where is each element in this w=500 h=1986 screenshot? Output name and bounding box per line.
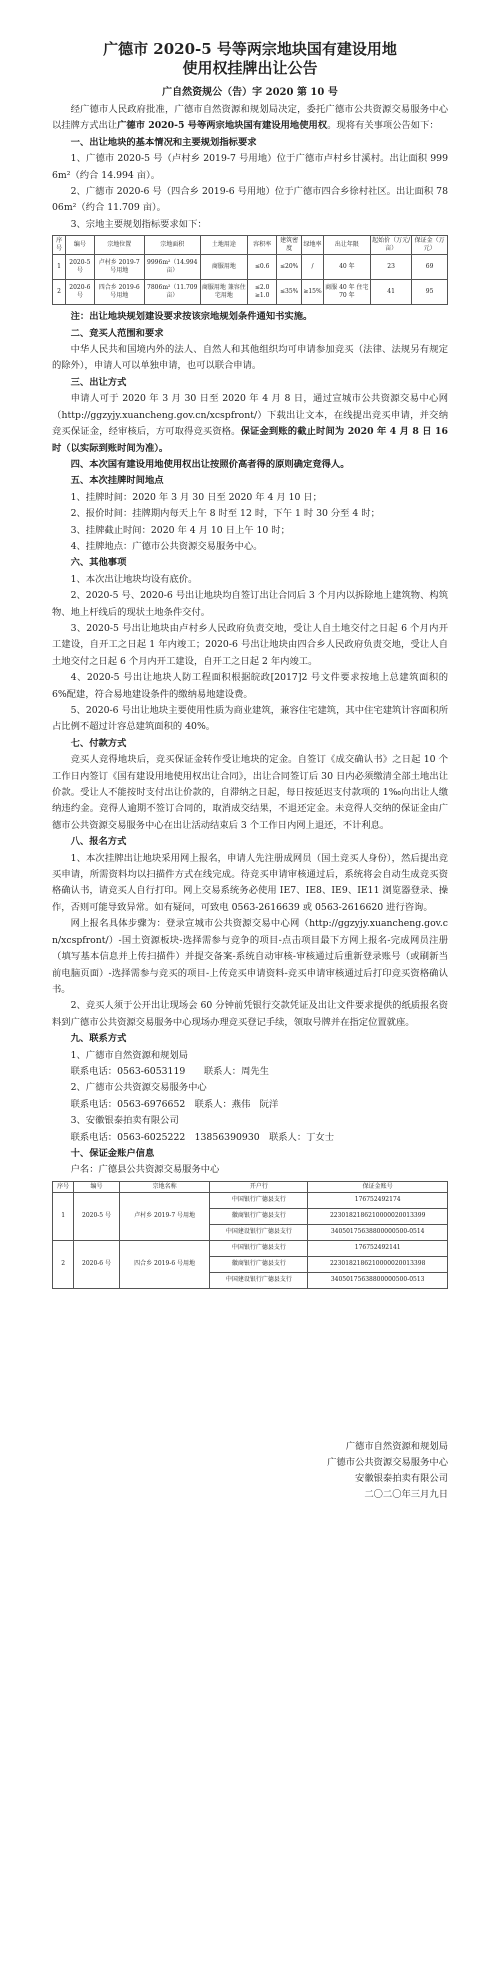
parcel-cell: 23	[370, 255, 411, 280]
parcel-header-cell: 起始价（万元/亩）	[370, 236, 411, 255]
parcel-header-cell: 绿地率	[302, 236, 323, 255]
section-1-item-3: 3、宗地主要规划指标要求如下：	[70, 218, 207, 230]
sign-date: 二〇二〇年三月九日	[364, 1488, 448, 1500]
account-group-code: 2020-6 号	[74, 1240, 119, 1288]
parcel-cell: 95	[412, 280, 448, 305]
contact-info-1: 联系电话：0563-6053119 联系人：周先生	[70, 1065, 269, 1077]
section-6-item-1: 1、本次出让地块均设有底价。	[70, 573, 198, 585]
section-3-text	[52, 391, 448, 457]
document-number: 广自然资规公（告）字 2020 第 10 号	[162, 87, 338, 98]
section-4-heading: 四、本次国有建设用地使用权出让按照价高者得的原则确定竞得人。	[70, 458, 350, 470]
signer-3: 安徽银泰拍卖有限公司	[355, 1472, 448, 1484]
table-row	[53, 1192, 448, 1208]
section-6-item-5: 5、2020-6 号出让地块主要使用性质为商业建筑，兼容住宅建筑，其中住宅建筑计容面积所占比例不超过计容总建筑面积的 40%。	[52, 705, 448, 733]
parcel-cell: 7806m²（11.709 亩）	[144, 280, 200, 305]
bank-name-cell: 中国银行广德县支行	[210, 1192, 308, 1208]
account-header-cell: 序号	[53, 1181, 74, 1192]
page-title	[52, 40, 448, 78]
section-1-item-1: 1、广德市 2020-5 号（卢村乡 2019-7 号用地）位于广德市卢村乡甘溪村。出让面积 9996m²（约合 14.994 亩）。	[52, 153, 448, 181]
bank-name-cell: 徽商银行广德县支行	[210, 1208, 308, 1224]
parcel-header-cell: 保证金（万元）	[412, 236, 448, 255]
section-3-heading: 三、出让方式	[70, 376, 127, 388]
intro-paragraph	[52, 102, 448, 135]
parcel-cell: 69	[412, 255, 448, 280]
table-row	[53, 280, 448, 305]
section-2-heading: 二、竞买人范围和要求	[70, 327, 164, 339]
section-10-heading: 十、保证金账户信息	[70, 1147, 155, 1159]
parcel-cell: ≥15%	[302, 280, 323, 305]
account-group-name: 四合乡 2019-6 号用地	[119, 1240, 210, 1288]
table-row	[53, 1240, 448, 1256]
parcel-cell: 2020-6 号	[66, 280, 94, 305]
parcel-cell: 商服用地	[200, 255, 248, 280]
contact-info-3: 联系电话：0563-6025222 13856390930 联系人：丁女士	[70, 1131, 335, 1143]
parcel-index-table	[52, 235, 448, 305]
parcel-cell: 9996m²（14.994 亩）	[144, 255, 200, 280]
contact-org-2: 2、广德市公共资源交易服务中心	[70, 1082, 207, 1094]
section-5-heading: 五、本次挂牌时间地点	[70, 475, 164, 487]
account-table-header	[53, 1181, 448, 1192]
bank-name-cell: 中国建设银行广德县支行	[210, 1224, 308, 1240]
table-row	[53, 255, 448, 280]
section-8-item-1: 1、本次挂牌出让地块采用网上报名，申请人先注册成网员（国土竞买人身份），然后提出竞买申请，所需资料均以扫描件方式在线完成。待竞买申请审核通过后，系统将会自动生成竞买资格确认书，请竞买人自行打印。网上交易系统务必使用 IE7、IE8、IE9、IE11 浏览器登录、操作，否则可能导致异常。如有疑问，可致电 0563-2616639 或 0563-2616620 进行咨询。	[52, 852, 448, 913]
section-1-note: 注：出让地块规划建设要求按该宗地规划条件通知书实施。	[70, 311, 313, 323]
parcel-cell: ≤2.0 ≥1.0	[248, 280, 277, 305]
parcel-header-cell: 建筑密度	[277, 236, 302, 255]
section-6-heading: 六、其他事项	[70, 557, 127, 569]
bank-name-cell: 徽商银行广德县支行	[210, 1256, 308, 1272]
parcel-cell: 四合乡 2019-6 号用地	[94, 280, 144, 305]
deposit-account-table	[52, 1181, 448, 1289]
section-8-heading: 八、报名方式	[70, 836, 127, 848]
parcel-cell: /	[302, 255, 323, 280]
parcel-header-cell: 宗地面积	[144, 236, 200, 255]
account-group-name: 卢村乡 2019-7 号用地	[119, 1192, 210, 1240]
account-number-cell: 2230182186210000020013399	[308, 1208, 448, 1224]
account-group-code: 2020-5 号	[74, 1192, 119, 1240]
section-7-heading: 七、付款方式	[70, 737, 127, 749]
section-7-text: 竞买人竞得地块后，竞买保证金转作受让地块的定金。自签订《成交确认书》之日起 10 个工作日内签订《国有建设用地使用权出让合同》，出让合同签订后 30 日内必须缴清全部土地出让价款。受让人不能按时支付出让价款的，自滞纳之日起，每日按延迟支付款项的 1‰向出让人缴纳违约金。竞得人逾期不签订合同的，取消成交结果，不退还定金。未竞得人交纳的保证金由广德市公共资源交易服务中心在出让活动结束后 3 个工作日内网上退还，不计利息。	[52, 754, 448, 831]
intro-text-c: 。现将有关事项公告如下：	[327, 120, 439, 132]
section-6-item-4: 4、2020-5 号出让地块人防工程面积根据皖政[2017]2 号文件要求按地上总建筑面积的 6%配建，符合易地建设条件的缴纳易地建设费。	[52, 672, 448, 700]
parcel-cell: 41	[370, 280, 411, 305]
section-1-heading: 一、出让地块的基本情况和主要规划指标要求	[70, 136, 257, 148]
parcel-cell: ≤35%	[277, 280, 302, 305]
section-6-item-3: 3、2020-5 号出让地块由卢村乡人民政府负责交地，受让人自土地交付之日起 6 个月内开工建设，自开工之日起 1 年内竣工；2020-6 号出让地块由四合乡人民政府负责交地，受让人自土地交付之日起 6 个月内开工建设，自开工之日起 2 年内竣工。	[52, 622, 448, 667]
parcel-cell: 卢村乡 2019-7 号用地	[94, 255, 144, 280]
bank-name-cell: 中国建设银行广德县支行	[210, 1272, 308, 1288]
section-6-item-2: 2、2020-5 号、2020-6 号出让地块均自签订出让合同后 3 个月内以拆除地上建筑物、构筑物、地上杆线后的现状土地条件交付。	[52, 590, 448, 618]
parcel-cell: 40 年	[323, 255, 370, 280]
section-5-item-1: 1、挂牌时间：2020 年 3 月 30 日至 2020 年 4 月 10 日；	[70, 491, 322, 503]
parcel-header-cell: 容积率	[248, 236, 277, 255]
account-number-cell: 34050175638800000500-0514	[308, 1224, 448, 1240]
account-header-cell: 宗地名称	[119, 1181, 210, 1192]
account-group-no: 2	[53, 1240, 74, 1288]
account-number-cell: 176752492174	[308, 1192, 448, 1208]
contact-org-1: 1、广德市自然资源和规划局	[70, 1049, 189, 1061]
section-5-item-2: 2、报价时间：挂牌期内每天上午 8 时至 12 时，下午 1 时 30 分至 4 时；	[70, 508, 380, 520]
account-number-cell: 176752492141	[308, 1240, 448, 1256]
parcel-cell: ≤20%	[277, 255, 302, 280]
signer-2: 广德市公共资源交易服务中心	[327, 1456, 448, 1468]
account-number-cell: 2230182186210000020013398	[308, 1256, 448, 1272]
account-header-cell: 开户行	[210, 1181, 308, 1192]
parcel-cell: 2	[53, 280, 66, 305]
section-5-item-3: 3、挂牌截止时间：2020 年 4 月 10 日上午 10 时；	[70, 524, 290, 536]
parcel-header-cell: 宗地位置	[94, 236, 144, 255]
parcel-cell: 商服用地 兼容住宅用地	[200, 280, 248, 305]
section-8-steps: 网上报名具体步骤为：登录宣城市公共资源交易中心网（http://ggzyjy.xuancheng.gov.cn/xcspfront/）-国土资源板块-选择需参与竞争的项目-点击项目最下方网上报名-完成网员注册（填写基本信息并上传扫描件）并提交备案-系统自动审核-审核通过后重新登录账号（或刷新当前电脑页面）-选择需参与竞买的项目-上传竞买申请资料-竞买申请审核通过后打印竞买资格确认书。	[52, 918, 448, 995]
signature-block	[52, 1439, 448, 1503]
section-2-text: 中华人民共和国境内外的法人、自然人和其他组织均可申请参加竞买（法律、法规另有规定的除外），申请人可以单独申请，也可以联合申请。	[52, 344, 448, 372]
section-9-heading: 九、联系方式	[70, 1033, 127, 1045]
contact-org-3: 3、安徽银泰拍卖有限公司	[70, 1115, 179, 1127]
account-number-cell: 34050175638800000500-0513	[308, 1272, 448, 1288]
title-line-2: 使用权挂牌出让公告	[182, 59, 318, 77]
account-group-no: 1	[53, 1192, 74, 1240]
account-header-cell: 编号	[74, 1181, 119, 1192]
account-name: 户名：广德县公共资源交易服务中心	[70, 1164, 220, 1176]
intro-text-a: 经广德市人民政府批准，广德市自然资源和规划局决定，委托广德市公共资源交易服务中心以挂牌方式出让	[52, 104, 448, 132]
parcel-table-header	[53, 236, 448, 255]
parcel-cell: 1	[53, 255, 66, 280]
parcel-header-cell: 编号	[66, 236, 94, 255]
signer-1: 广德市自然资源和规划局	[345, 1440, 448, 1452]
section-3-deadline: 保证金到账的截止时间为 2020 年 4 月 8 日 16 时（以实际到账时间为准）。	[52, 426, 448, 454]
parcel-header-cell: 序号	[53, 236, 66, 255]
parcel-header-cell: 出让年限	[323, 236, 370, 255]
section-3-text-a: 申请人可于 2020 年 3 月 30 日至 2020 年 4 月 8 日，通过宣城市公共资源交易中心网（http://ggzyjy.xuancheng.gov.cn/xcspfront/）下载出让文本，在线提出竞买申请，并交纳竞买保证金，经审核后，方可取得竞买资格。	[52, 393, 448, 438]
intro-text-bold: 广德市 2020-5 号等两宗地块国有建设用地使用权	[117, 120, 328, 132]
section-8-item-2: 2、竞买人须于公开出让现场会 60 分钟前凭银行交款凭证及出让文件要求提供的纸质报名资料到广德市公共资源交易服务中心现场办理竞买登记手续，领取号牌并在指定位置就座。	[52, 1000, 448, 1028]
parcel-cell: 商服 40 年 住宅 70 年	[323, 280, 370, 305]
section-5-item-4: 4、挂牌地点：广德市公共资源交易服务中心。	[70, 540, 263, 552]
title-line-1: 广德市 2020-5 号等两宗地块国有建设用地	[103, 40, 397, 58]
parcel-cell: 2020-5 号	[66, 255, 94, 280]
parcel-header-cell: 土地用途	[200, 236, 248, 255]
parcel-cell: ≤0.6	[248, 255, 277, 280]
contact-info-2: 联系电话：0563-6976652 联系人：燕伟 阮洋	[70, 1098, 279, 1110]
section-1-item-2: 2、广德市 2020-6 号（四合乡 2019-6 号用地）位于广德市四合乡徐村社区。出让面积 7806m²（约合 11.709 亩）。	[52, 186, 448, 214]
bank-name-cell: 中国银行广德县支行	[210, 1240, 308, 1256]
account-header-cell: 保证金账号	[308, 1181, 448, 1192]
